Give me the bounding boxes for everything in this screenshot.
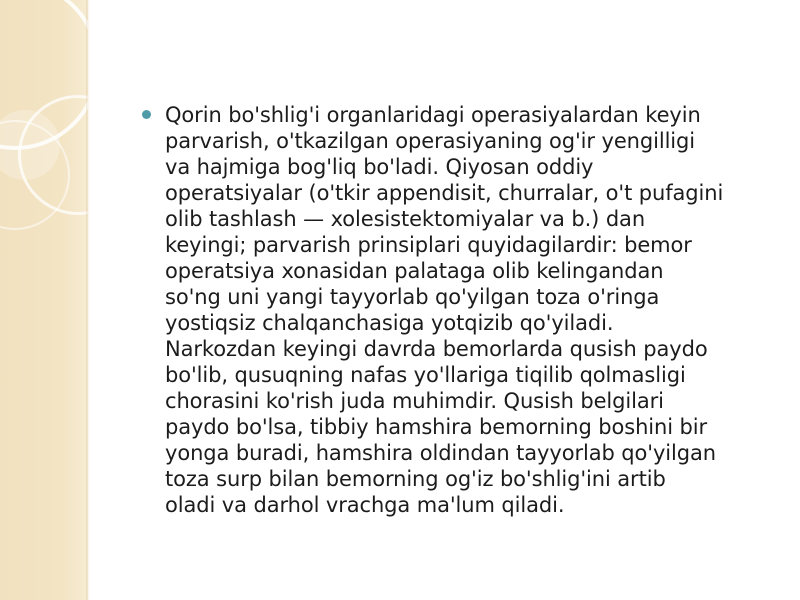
text-line: yostiqsiz chalqanchasiga yotqizib qo'yiladi. [165, 311, 614, 335]
text-line: operatsiya xonasidan palataga olib kelingandan [165, 259, 664, 283]
text-line: Qorin bo'shlig'i organlaridagi operasiyalardan keyin [165, 103, 701, 127]
text-line: yonga buradi, hamshira oldindan tayyorlab qo'yilgan [165, 441, 716, 465]
text-line: Narkozdan keyingi davrda bemorlarda qusish paydo [165, 337, 708, 361]
bullet-point-icon [142, 110, 151, 119]
text-line: bo'lib, qusuqning nafas yo'llariga tiqilib qolmasligi [165, 363, 686, 387]
side-band-edge [86, 0, 90, 600]
text-line: va hajmiga bog'liq bo'ladi. Qiyosan oddiy [165, 155, 594, 179]
bullet-text [165, 102, 780, 518]
text-line: operatsiyalar (o'tkir appendisit, churralar, o't pufagini [165, 181, 724, 205]
text-line: oladi va darhol vrachga ma'lum qiladi. [165, 493, 565, 517]
bullet-item [140, 102, 780, 518]
text-line: so'ng uni yangi tayyorlab qo'yilgan toza o'ringa [165, 285, 660, 309]
text-line: toza surp bilan bemorning og'iz bo'shlig'ini artib [165, 467, 666, 491]
text-line: keyingi; parvarish prinsiplari quyidagilardir: bemor [165, 233, 692, 257]
slide-content [140, 102, 780, 518]
text-line: chorasini ko'rish juda muhimdir. Qusish belgilari [165, 389, 664, 413]
text-line: parvarish, o'tkazilgan operasiyaning og'ir yengilligi [165, 129, 696, 153]
decorative-side-band [0, 0, 88, 600]
text-line: paydo bo'lsa, tibbiy hamshira bemorning boshini bir [165, 415, 708, 439]
text-line: olib tashlash — xolesistektomiyalar va b.) dan [165, 207, 646, 231]
